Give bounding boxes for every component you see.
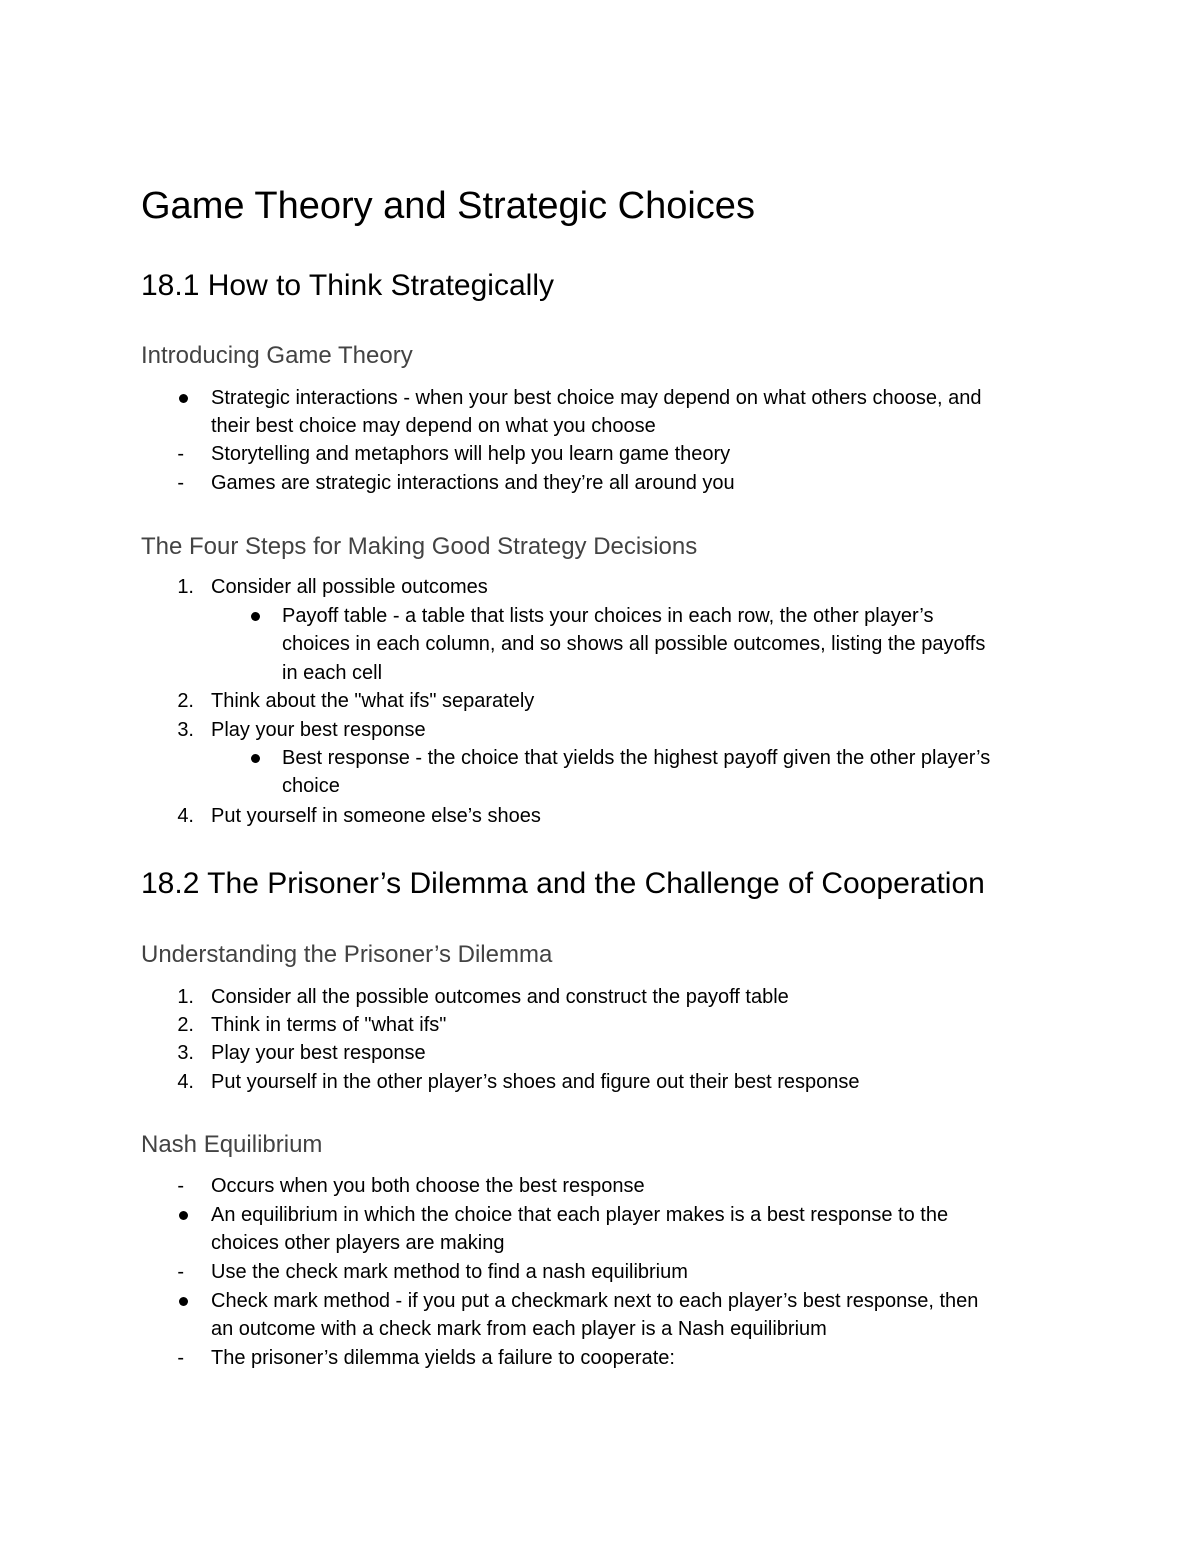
- list-number: 3.: [177, 1042, 194, 1064]
- list-item-line: choice: [282, 775, 340, 797]
- list-item-line: Use the check mark method to find a nash equilibrium: [211, 1261, 688, 1283]
- list-item-line: choices other players are making: [211, 1232, 505, 1254]
- list-number: 2.: [177, 690, 194, 712]
- dash-marker: -: [177, 472, 184, 494]
- list-item-line: Put yourself in the other player’s shoes and figure out their best response: [211, 1071, 860, 1093]
- list-item-line: an outcome with a check mark from each player is a Nash equilibrium: [211, 1318, 827, 1340]
- subheading-understanding-dilemma: Understanding the Prisoner’s Dilemma: [141, 941, 553, 968]
- subheading-four-steps: The Four Steps for Making Good Strategy Decisions: [141, 533, 698, 560]
- document-title: Game Theory and Strategic Choices: [141, 185, 755, 227]
- list-number: 4.: [177, 1071, 194, 1093]
- bullet-dot-icon: [179, 394, 188, 403]
- list-item-line: Put yourself in someone else’s shoes: [211, 805, 541, 827]
- list-number: 1.: [177, 576, 194, 598]
- list-item-line: choices in each column, and so shows all possible outcomes, listing the payoffs: [282, 633, 986, 655]
- list-item-line: Strategic interactions - when your best choice may depend on what others choose, and: [211, 387, 982, 409]
- section-heading-18-1: 18.1 How to Think Strategically: [141, 269, 554, 302]
- list-number: 2.: [177, 1014, 194, 1036]
- list-item-line: Games are strategic interactions and they’re all around you: [211, 472, 735, 494]
- list-number: 1.: [177, 986, 194, 1008]
- list-item-line: Best response - the choice that yields the highest payoff given the other player’s: [282, 747, 991, 769]
- bullet-dot-icon: [251, 612, 260, 621]
- dash-marker: -: [177, 1175, 184, 1197]
- section-heading-18-2: 18.2 The Prisoner’s Dilemma and the Challenge of Cooperation: [141, 867, 985, 900]
- list-item-line: Occurs when you both choose the best response: [211, 1175, 645, 1197]
- list-item-line: Consider all the possible outcomes and construct the payoff table: [211, 986, 789, 1008]
- bullet-dot-icon: [251, 754, 260, 763]
- list-item-line: The prisoner’s dilemma yields a failure to cooperate:: [211, 1347, 675, 1369]
- list-item-line: Consider all possible outcomes: [211, 576, 488, 598]
- list-item-line: Think in terms of "what ifs": [211, 1014, 447, 1036]
- list-number: 3.: [177, 719, 194, 741]
- list-item-line: Play your best response: [211, 1042, 426, 1064]
- bullet-dot-icon: [179, 1211, 188, 1220]
- list-item-line: Think about the "what ifs" separately: [211, 690, 535, 712]
- dash-marker: -: [177, 443, 184, 465]
- list-item-line: Check mark method - if you put a checkmark next to each player’s best response, then: [211, 1290, 979, 1312]
- list-item-line: their best choice may depend on what you choose: [211, 415, 656, 437]
- dash-marker: -: [177, 1261, 184, 1283]
- dash-marker: -: [177, 1347, 184, 1369]
- list-number: 4.: [177, 805, 194, 827]
- subheading-introducing-game-theory: Introducing Game Theory: [141, 342, 413, 369]
- bullet-dot-icon: [179, 1297, 188, 1306]
- list-item-line: Storytelling and metaphors will help you learn game theory: [211, 443, 731, 465]
- list-item-line: Payoff table - a table that lists your choices in each row, the other player’s: [282, 605, 934, 627]
- subheading-nash-equilibrium: Nash Equilibrium: [141, 1131, 323, 1158]
- list-item-line: An equilibrium in which the choice that each player makes is a best response to the: [211, 1204, 949, 1226]
- list-item-line: Play your best response: [211, 719, 426, 741]
- list-item-line: in each cell: [282, 662, 383, 684]
